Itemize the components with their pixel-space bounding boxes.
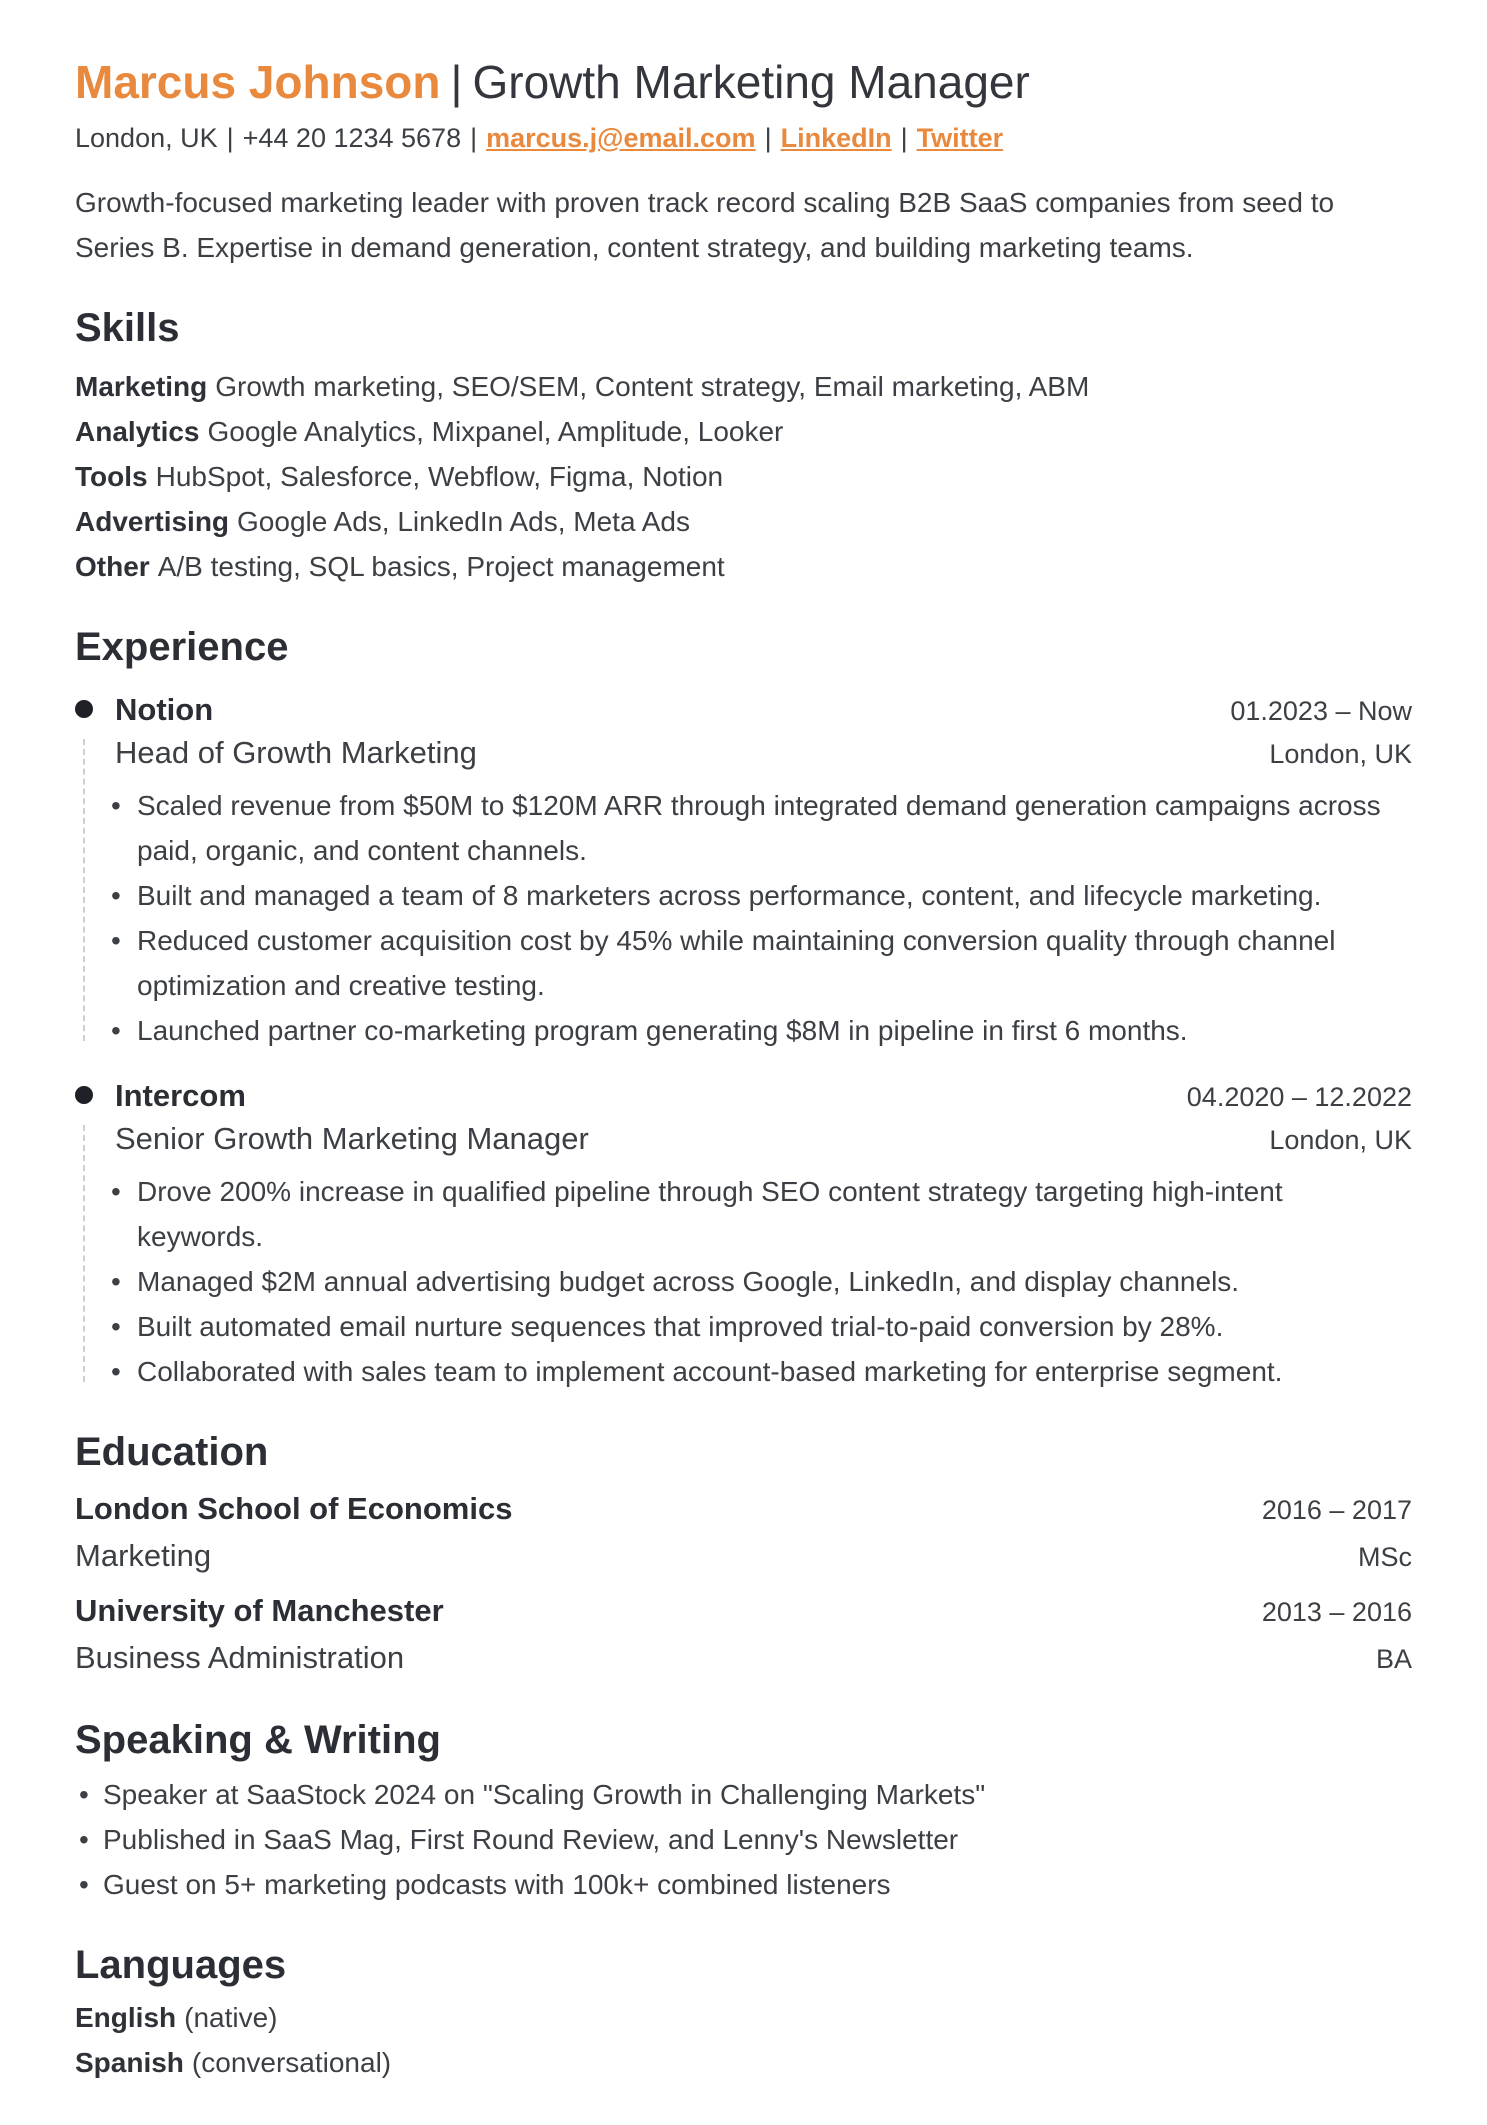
contact-separator: |: [226, 123, 234, 153]
study-field: Marketing: [75, 1538, 212, 1573]
timeline-dot-icon: [75, 700, 93, 718]
education-row: [75, 1486, 1412, 1533]
experience-bullet: • Built automated email nurture sequences that improved trial-to-paid conversion by 28%.: [115, 1304, 1412, 1349]
skill-value: Google Ads, LinkedIn Ads, Meta Ads: [237, 506, 690, 537]
skill-value: Growth marketing, SEO/SEM, Content strategy, Email marketing, ABM: [215, 371, 1090, 402]
study-field: Business Administration: [75, 1640, 405, 1675]
skills-heading: Skills: [75, 306, 180, 350]
experience-bullet: • Collaborated with sales team to implement account-based marketing for enterprise segment.: [115, 1349, 1412, 1394]
job-role: Head of Growth Marketing: [115, 735, 477, 770]
speaking-heading: Speaking & Writing: [75, 1718, 441, 1762]
language-row: [75, 1995, 1412, 2040]
education-entry-lse: [75, 1486, 1412, 1580]
education-dates: 2013 – 2016: [1261, 1597, 1412, 1627]
contact-location: London, UK: [75, 123, 218, 153]
speaking-bullet: • Published in SaaS Mag, First Round Review, and Lenny's Newsletter: [75, 1817, 1412, 1862]
skill-value: Google Analytics, Mixpanel, Amplitude, Looker: [207, 416, 784, 447]
languages-list: [75, 1995, 1412, 2085]
skill-label: Tools: [75, 461, 148, 492]
skill-label: Analytics: [75, 416, 200, 447]
experience-entry-header: [115, 689, 1412, 732]
contact-separator: |: [470, 123, 478, 153]
education-row: [75, 1588, 1412, 1635]
experience-dates: 04.2020 – 12.2022: [1186, 1082, 1412, 1112]
education-row: [75, 1533, 1412, 1580]
degree-type: BA: [1375, 1644, 1412, 1674]
email-link[interactable]: marcus.j@email.com: [486, 123, 756, 153]
experience-bullet-list: [115, 783, 1412, 1053]
job-location: London, UK: [1269, 1125, 1412, 1155]
language-row: [75, 2040, 1412, 2085]
language-level: (conversational): [191, 2047, 392, 2078]
experience-entry-subheader: [115, 1118, 1412, 1161]
experience-heading: Experience: [75, 625, 289, 669]
languages-heading: Languages: [75, 1943, 287, 1987]
skill-row: [75, 544, 1412, 589]
contact-line: [75, 118, 1412, 158]
job-title: Growth Marketing Manager: [472, 56, 1030, 108]
language-name: English: [75, 2002, 177, 2033]
experience-bullet-list: [115, 1169, 1412, 1394]
timeline-dot-icon: [75, 1086, 93, 1104]
experience-bullet: • Reduced customer acquisition cost by 45% while maintaining conversion quality through channel optimization and creative testing.: [115, 918, 1412, 1008]
experience-entry-subheader: [115, 732, 1412, 775]
skill-label: Advertising: [75, 506, 230, 537]
skill-row: [75, 409, 1412, 454]
company-name: Notion: [115, 692, 214, 727]
skill-row: [75, 499, 1412, 544]
skill-row: [75, 454, 1412, 499]
skill-value: HubSpot, Salesforce, Webflow, Figma, Notion: [155, 461, 724, 492]
education-dates: 2016 – 2017: [1261, 1495, 1412, 1525]
degree-type: MSc: [1358, 1542, 1412, 1572]
experience-bullet: • Built and managed a team of 8 marketers across performance, content, and lifecycle marketing.: [115, 873, 1412, 918]
name-title-separator: |: [450, 56, 463, 108]
twitter-link[interactable]: Twitter: [916, 123, 1004, 153]
experience-bullet: • Scaled revenue from $50M to $120M ARR through integrated demand generation campaigns across paid, organic, and content channels.: [115, 783, 1412, 873]
experience-entry-notion: [75, 689, 1412, 1053]
contact-separator: |: [764, 123, 772, 153]
language-level: (native): [184, 2002, 278, 2033]
skill-label: Other: [75, 551, 150, 582]
contact-separator: |: [900, 123, 908, 153]
skill-value: A/B testing, SQL basics, Project management: [157, 551, 725, 582]
education-entry-manchester: [75, 1588, 1412, 1682]
contact-phone: +44 20 1234 5678: [242, 123, 462, 153]
experience-bullet: • Launched partner co-marketing program generating $8M in pipeline in first 6 months.: [115, 1008, 1412, 1053]
education-row: [75, 1635, 1412, 1682]
job-role: Senior Growth Marketing Manager: [115, 1121, 589, 1156]
experience-dates: 01.2023 – Now: [1230, 696, 1412, 726]
experience-bullet: • Drove 200% increase in qualified pipeline through SEO content strategy targeting high-intent keywords.: [115, 1169, 1412, 1259]
school-name: University of Manchester: [75, 1593, 444, 1628]
skills-list: [75, 364, 1412, 589]
speaking-bullet: • Speaker at SaaStock 2024 on "Scaling Growth in Challenging Markets": [75, 1772, 1412, 1817]
experience-bullet: • Managed $2M annual advertising budget across Google, LinkedIn, and display channels.: [115, 1259, 1412, 1304]
skill-row: [75, 364, 1412, 409]
language-name: Spanish: [75, 2047, 184, 2078]
education-heading: Education: [75, 1430, 269, 1474]
experience-entry-intercom: [75, 1075, 1412, 1394]
linkedin-link[interactable]: LinkedIn: [780, 123, 892, 153]
summary-text: Growth-focused marketing leader with proven track record scaling B2B SaaS companies from seed to Series B. Expertise in demand generation, content strategy, and building marketing teams.: [75, 187, 1335, 263]
speaking-bullet: • Guest on 5+ marketing podcasts with 100k+ combined listeners: [75, 1862, 1412, 1907]
job-location: London, UK: [1269, 739, 1412, 769]
person-name: Marcus Johnson: [75, 56, 441, 108]
experience-entry-header: [115, 1075, 1412, 1118]
header-name-line: [75, 52, 1412, 112]
speaking-bullet-list: [75, 1772, 1412, 1907]
school-name: London School of Economics: [75, 1491, 513, 1526]
skill-label: Marketing: [75, 371, 208, 402]
company-name: Intercom: [115, 1078, 246, 1113]
